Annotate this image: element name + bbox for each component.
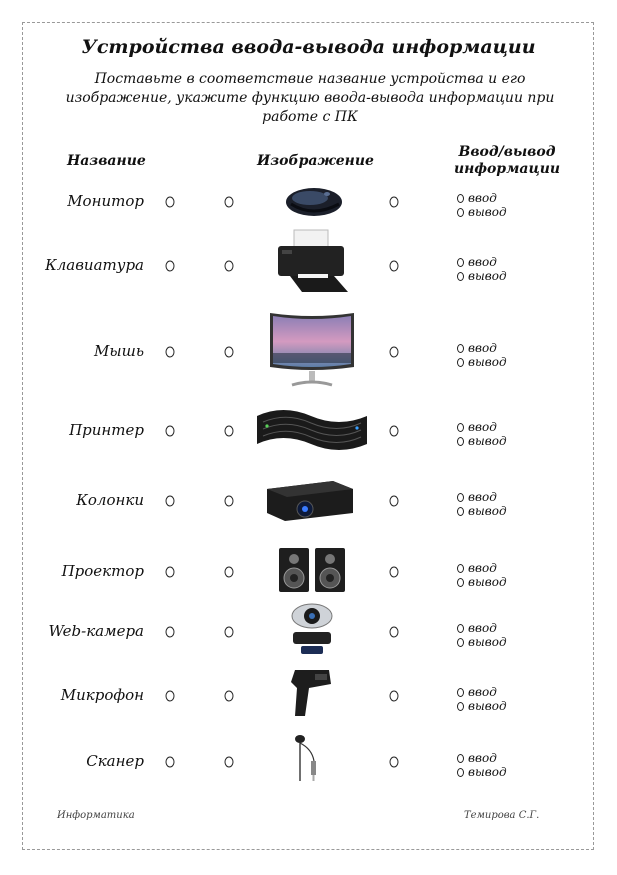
io-radio-circle[interactable] (457, 194, 464, 203)
header-io (452, 144, 562, 178)
web-camera-image (285, 602, 339, 658)
inkjet-printer-image (272, 228, 352, 296)
name-match-circle[interactable] (166, 757, 175, 768)
io-option-input[interactable] (457, 490, 507, 504)
image-right-match-circle[interactable] (390, 691, 399, 702)
io-option-label: вывод (468, 205, 507, 219)
io-option-label: ввод (468, 621, 497, 635)
io-option-label: вывод (468, 434, 507, 448)
name-match-circle[interactable] (166, 691, 175, 702)
image-left-match-circle[interactable] (225, 261, 234, 272)
name-match-circle[interactable] (166, 496, 175, 507)
image-left-match-circle[interactable] (225, 627, 234, 638)
name-match-circle[interactable] (166, 567, 175, 578)
footer-subject: Информатика (57, 810, 135, 821)
name-match-circle[interactable] (166, 426, 175, 437)
device-name: Мышь (94, 342, 144, 360)
io-option-label: ввод (468, 490, 497, 504)
io-options (457, 490, 507, 518)
io-radio-circle[interactable] (457, 258, 464, 267)
projector-image (263, 475, 357, 523)
lavalier-microphone-image (290, 731, 324, 785)
io-option-input[interactable] (457, 255, 507, 269)
image-right-match-circle[interactable] (390, 496, 399, 507)
io-options (457, 685, 507, 713)
io-option-output[interactable] (457, 504, 507, 518)
io-option-input[interactable] (457, 621, 507, 635)
io-radio-circle[interactable] (457, 578, 464, 587)
image-left-match-circle[interactable] (225, 496, 234, 507)
image-left-match-circle[interactable] (225, 691, 234, 702)
io-option-label: ввод (468, 191, 497, 205)
speakers-image (277, 546, 347, 594)
image-left-match-circle[interactable] (225, 347, 234, 358)
io-radio-circle[interactable] (457, 507, 464, 516)
io-option-input[interactable] (457, 191, 507, 205)
name-match-circle[interactable] (166, 627, 175, 638)
device-name: Принтер (69, 421, 144, 439)
io-option-output[interactable] (457, 765, 507, 779)
io-option-label: вывод (468, 575, 507, 589)
io-option-output[interactable] (457, 355, 507, 369)
io-radio-circle[interactable] (457, 344, 464, 353)
io-option-label: ввод (468, 255, 497, 269)
io-radio-circle[interactable] (457, 702, 464, 711)
io-options (457, 420, 507, 448)
name-match-circle[interactable] (166, 261, 175, 272)
io-option-input[interactable] (457, 751, 507, 765)
io-options (457, 191, 507, 219)
io-radio-circle[interactable] (457, 564, 464, 573)
io-radio-circle[interactable] (457, 437, 464, 446)
io-option-label: ввод (468, 685, 497, 699)
page-title: Устройства ввода-вывода информации (81, 36, 536, 58)
io-option-input[interactable] (457, 685, 507, 699)
image-right-match-circle[interactable] (390, 426, 399, 437)
io-radio-circle[interactable] (457, 208, 464, 217)
name-match-circle[interactable] (166, 197, 175, 208)
io-options (457, 341, 507, 369)
device-name: Микрофон (60, 686, 144, 704)
io-radio-circle[interactable] (457, 754, 464, 763)
header-name: Название (67, 153, 146, 169)
footer-author: Темирова С.Г. (464, 810, 540, 821)
io-option-label: ввод (468, 420, 497, 434)
header-image: Изображение (257, 153, 374, 169)
io-radio-circle[interactable] (457, 423, 464, 432)
image-left-match-circle[interactable] (225, 197, 234, 208)
io-radio-circle[interactable] (457, 493, 464, 502)
io-option-label: вывод (468, 269, 507, 283)
image-left-match-circle[interactable] (225, 567, 234, 578)
curved-monitor-image (266, 309, 358, 391)
io-option-label: ввод (468, 341, 497, 355)
io-radio-circle[interactable] (457, 358, 464, 367)
io-options (457, 621, 507, 649)
io-option-label: ввод (468, 751, 497, 765)
io-radio-circle[interactable] (457, 624, 464, 633)
name-match-circle[interactable] (166, 347, 175, 358)
io-option-label: ввод (468, 561, 497, 575)
device-name: Сканер (86, 752, 144, 770)
io-option-output[interactable] (457, 269, 507, 283)
io-option-output[interactable] (457, 434, 507, 448)
computer-mouse-image (283, 182, 345, 220)
io-option-label: вывод (468, 635, 507, 649)
image-right-match-circle[interactable] (390, 567, 399, 578)
image-right-match-circle[interactable] (390, 197, 399, 208)
io-options (457, 255, 507, 283)
io-option-label: вывод (468, 765, 507, 779)
io-options (457, 751, 507, 779)
io-radio-circle[interactable] (457, 638, 464, 647)
io-option-input[interactable] (457, 341, 507, 355)
instruction-text: Поставьте в соответствие название устройства и его изображение, укажите функцию ввода-вывода информации при работе с ПК (65, 71, 555, 125)
device-name: Колонки (76, 491, 144, 509)
image-right-match-circle[interactable] (390, 347, 399, 358)
io-option-input[interactable] (457, 561, 507, 575)
io-options (457, 561, 507, 589)
device-name: Монитор (67, 192, 144, 210)
io-option-output[interactable] (457, 635, 507, 649)
header-io-line1: Ввод/вывод (458, 144, 556, 160)
device-name: Web-камера (48, 622, 144, 640)
io-radio-circle[interactable] (457, 688, 464, 697)
io-option-output[interactable] (457, 699, 507, 713)
image-right-match-circle[interactable] (390, 627, 399, 638)
io-option-output[interactable] (457, 205, 507, 219)
io-option-output[interactable] (457, 575, 507, 589)
io-radio-circle[interactable] (457, 768, 464, 777)
header-io-line2: информации (453, 161, 561, 177)
image-right-match-circle[interactable] (390, 261, 399, 272)
image-left-match-circle[interactable] (225, 426, 234, 437)
device-name: Клавиатура (45, 256, 144, 274)
image-left-match-circle[interactable] (225, 757, 234, 768)
device-name: Проектор (61, 562, 144, 580)
io-radio-circle[interactable] (457, 272, 464, 281)
io-option-label: вывод (468, 504, 507, 518)
flexible-keyboard-image (253, 402, 371, 458)
barcode-scanner-image (285, 666, 335, 720)
io-option-input[interactable] (457, 420, 507, 434)
io-option-label: вывод (468, 355, 507, 369)
image-right-match-circle[interactable] (390, 757, 399, 768)
io-option-label: вывод (468, 699, 507, 713)
